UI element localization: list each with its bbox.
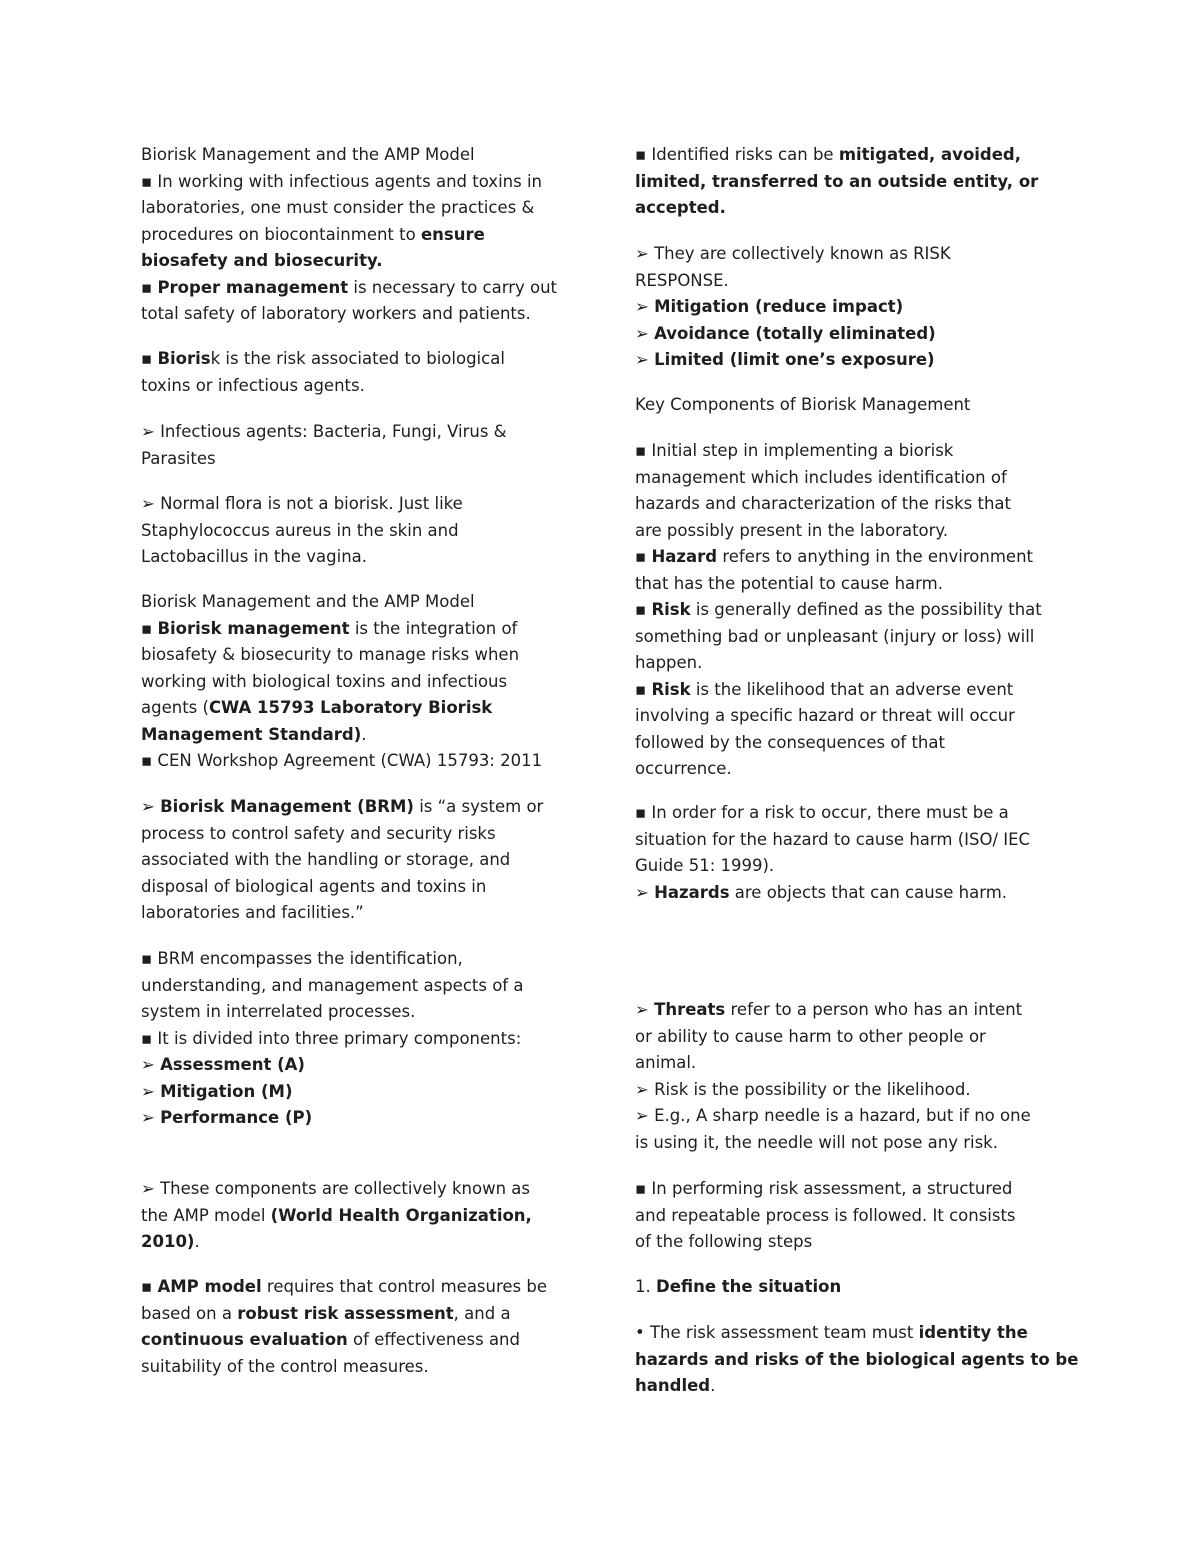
normal-flora-note xyxy=(141,491,463,571)
text-line: • The risk assessment team must identity the xyxy=(635,1323,1028,1342)
text-line: disposal of biological agents and toxins in xyxy=(141,876,487,896)
biorisk-definition xyxy=(141,346,505,399)
text-line: accepted. xyxy=(635,198,726,217)
step-define-situation xyxy=(635,1274,841,1301)
list-item: ➢ Limited (limit one’s exposure) xyxy=(635,350,935,369)
text-line: something bad or unpleasant (injury or loss) will xyxy=(635,626,1035,646)
text-line: RESPONSE. xyxy=(635,270,729,290)
text-line: based on a robust risk assessment, and a xyxy=(141,1303,511,1323)
text-line: is using it, the needle will not pose any risk. xyxy=(635,1132,998,1152)
text-line: associated with the handling or storage, and xyxy=(141,850,511,869)
amp-model-note xyxy=(141,1176,532,1256)
text-line: ➢ They are collectively known as RISK xyxy=(635,244,951,263)
section-heading: Key Components of Biorisk Management xyxy=(635,395,971,414)
list-item: ➢ Mitigation (M) xyxy=(141,1081,293,1101)
text-line: hazards and characterization of the risks that xyxy=(635,494,1011,513)
threats-section xyxy=(635,997,1031,1156)
text-line: management which includes identification of xyxy=(635,467,1007,487)
infectious-agents-note xyxy=(141,419,507,472)
text-line: ▪ Identified risks can be mitigated, avoided, xyxy=(635,145,1022,164)
text-line: occurrence. xyxy=(635,759,732,778)
text-line: handled. xyxy=(635,1376,716,1395)
text-line: 2010). xyxy=(141,1232,200,1251)
text-line: procedures on biocontainment to ensure xyxy=(141,224,485,244)
text-line: ▪ In working with infectious agents and toxins in xyxy=(141,171,542,191)
text-line: situation for the hazard to cause harm (ISO/ IEC xyxy=(635,829,1031,849)
text-line: involving a specific hazard or threat will occur xyxy=(635,706,1015,725)
text-line: happen. xyxy=(635,653,703,672)
text-line: animal. xyxy=(635,1053,697,1072)
text-line: Guide 51: 1999). xyxy=(635,856,775,875)
text-line: ▪ In performing risk assessment, a structured xyxy=(635,1179,1013,1198)
text-line: ▪ Proper management is necessary to carry out xyxy=(141,277,558,297)
risk-handling-section xyxy=(635,142,1038,222)
brm-components xyxy=(141,946,523,1132)
list-item: ➢ Mitigation (reduce impact) xyxy=(635,297,904,316)
text-line: of the following steps xyxy=(635,1232,813,1251)
text-line: system in interrelated processes. xyxy=(141,1002,416,1021)
team-responsibility-note xyxy=(635,1320,1078,1400)
text-line: that has the potential to cause harm. xyxy=(635,573,943,593)
text-line: ▪ In order for a risk to occur, there must be a xyxy=(635,803,1009,822)
text-line: ▪ It is divided into three primary components: xyxy=(141,1028,522,1048)
text-line: Staphylococcus aureus in the skin and xyxy=(141,520,459,540)
text-line: Parasites xyxy=(141,448,216,468)
text-line: ▪ BRM encompasses the identification, xyxy=(141,949,463,968)
text-line: ▪ AMP model requires that control measures be xyxy=(141,1277,548,1296)
text-line: or ability to cause harm to other people or xyxy=(635,1026,986,1046)
text-line: the AMP model (World Health Organization, xyxy=(141,1205,532,1225)
text-line: agents (CWA 15793 Laboratory Biorisk xyxy=(141,698,493,717)
text-line: are possibly present in the laboratory. xyxy=(635,520,949,540)
text-line: ▪ Initial step in implementing a biorisk xyxy=(635,441,954,460)
text-line: ➢ Infectious agents: Bacteria, Fungi, Virus & xyxy=(141,422,507,441)
text-line: and repeatable process is followed. It consists xyxy=(635,1205,1016,1225)
text-line: ➢ Threats refer to a person who has an intent xyxy=(635,1000,1023,1019)
text-line: ▪ Risk is the likelihood that an adverse event xyxy=(635,679,1014,699)
key-components-heading xyxy=(635,392,970,419)
biorisk-management-section xyxy=(141,589,542,775)
text-line: total safety of laboratory workers and patients. xyxy=(141,304,531,323)
text-line: process to control safety and security risks xyxy=(141,823,496,843)
text-line: suitability of the control measures. xyxy=(141,1356,429,1376)
text-line: Lactobacillus in the vagina. xyxy=(141,547,368,566)
text-line: ➢ E.g., A sharp needle is a hazard, but if no one xyxy=(635,1106,1031,1125)
text-line: ➢ Risk is the possibility or the likelihood. xyxy=(635,1079,971,1099)
text-line: ▪ Risk is generally defined as the possibility that xyxy=(635,600,1042,619)
text-line: continuous evaluation of effectiveness and xyxy=(141,1330,520,1349)
list-item: ➢ Assessment (A) xyxy=(141,1055,305,1074)
section-heading: Biorisk Management and the AMP Model xyxy=(141,145,475,164)
text-line: toxins or infectious agents. xyxy=(141,375,365,395)
step-heading: 1. Define the situation xyxy=(635,1277,842,1296)
text-line: ▪ Biorisk is the risk associated to biological xyxy=(141,349,505,368)
text-line: laboratories and facilities.” xyxy=(141,903,364,922)
amp-model-requirements xyxy=(141,1274,547,1380)
text-line: ➢ Normal flora is not a biorisk. Just like xyxy=(141,494,463,513)
text-line: limited, transferred to an outside entity, or xyxy=(635,171,1039,191)
risk-occurrence-note xyxy=(635,800,1030,906)
text-line: biosafety and biosecurity. xyxy=(141,251,383,270)
amp-model-intro-section xyxy=(141,142,557,328)
brm-definition xyxy=(141,794,543,927)
text-line: ▪ CEN Workshop Agreement (CWA) 15793: 2011 xyxy=(141,751,543,770)
text-line: ▪ Biorisk management is the integration of xyxy=(141,618,518,638)
text-line: hazards and risks of the biological agents to be xyxy=(635,1349,1079,1369)
risk-assessment-process xyxy=(635,1176,1016,1256)
text-line: ➢ Hazards are objects that can cause harm. xyxy=(635,882,1008,902)
list-item: ➢ Avoidance (totally eliminated) xyxy=(635,323,936,343)
text-line: Management Standard). xyxy=(141,724,367,744)
text-line: ➢ These components are collectively known as xyxy=(141,1179,530,1198)
text-line: understanding, and management aspects of a xyxy=(141,975,524,995)
list-item: ➢ Performance (P) xyxy=(141,1108,313,1127)
text-line: biosafety & biosecurity to manage risks when xyxy=(141,645,520,664)
text-line: laboratories, one must consider the practices & xyxy=(141,198,535,217)
risk-response-list xyxy=(635,241,951,374)
key-components-body xyxy=(635,438,1042,783)
text-line: working with biological toxins and infectious xyxy=(141,671,508,691)
text-line: ▪ Hazard refers to anything in the environment xyxy=(635,547,1034,566)
section-heading: Biorisk Management and the AMP Model xyxy=(141,592,475,611)
text-line: ➢ Biorisk Management (BRM) is “a system or xyxy=(141,797,544,816)
text-line: followed by the consequences of that xyxy=(635,732,945,752)
